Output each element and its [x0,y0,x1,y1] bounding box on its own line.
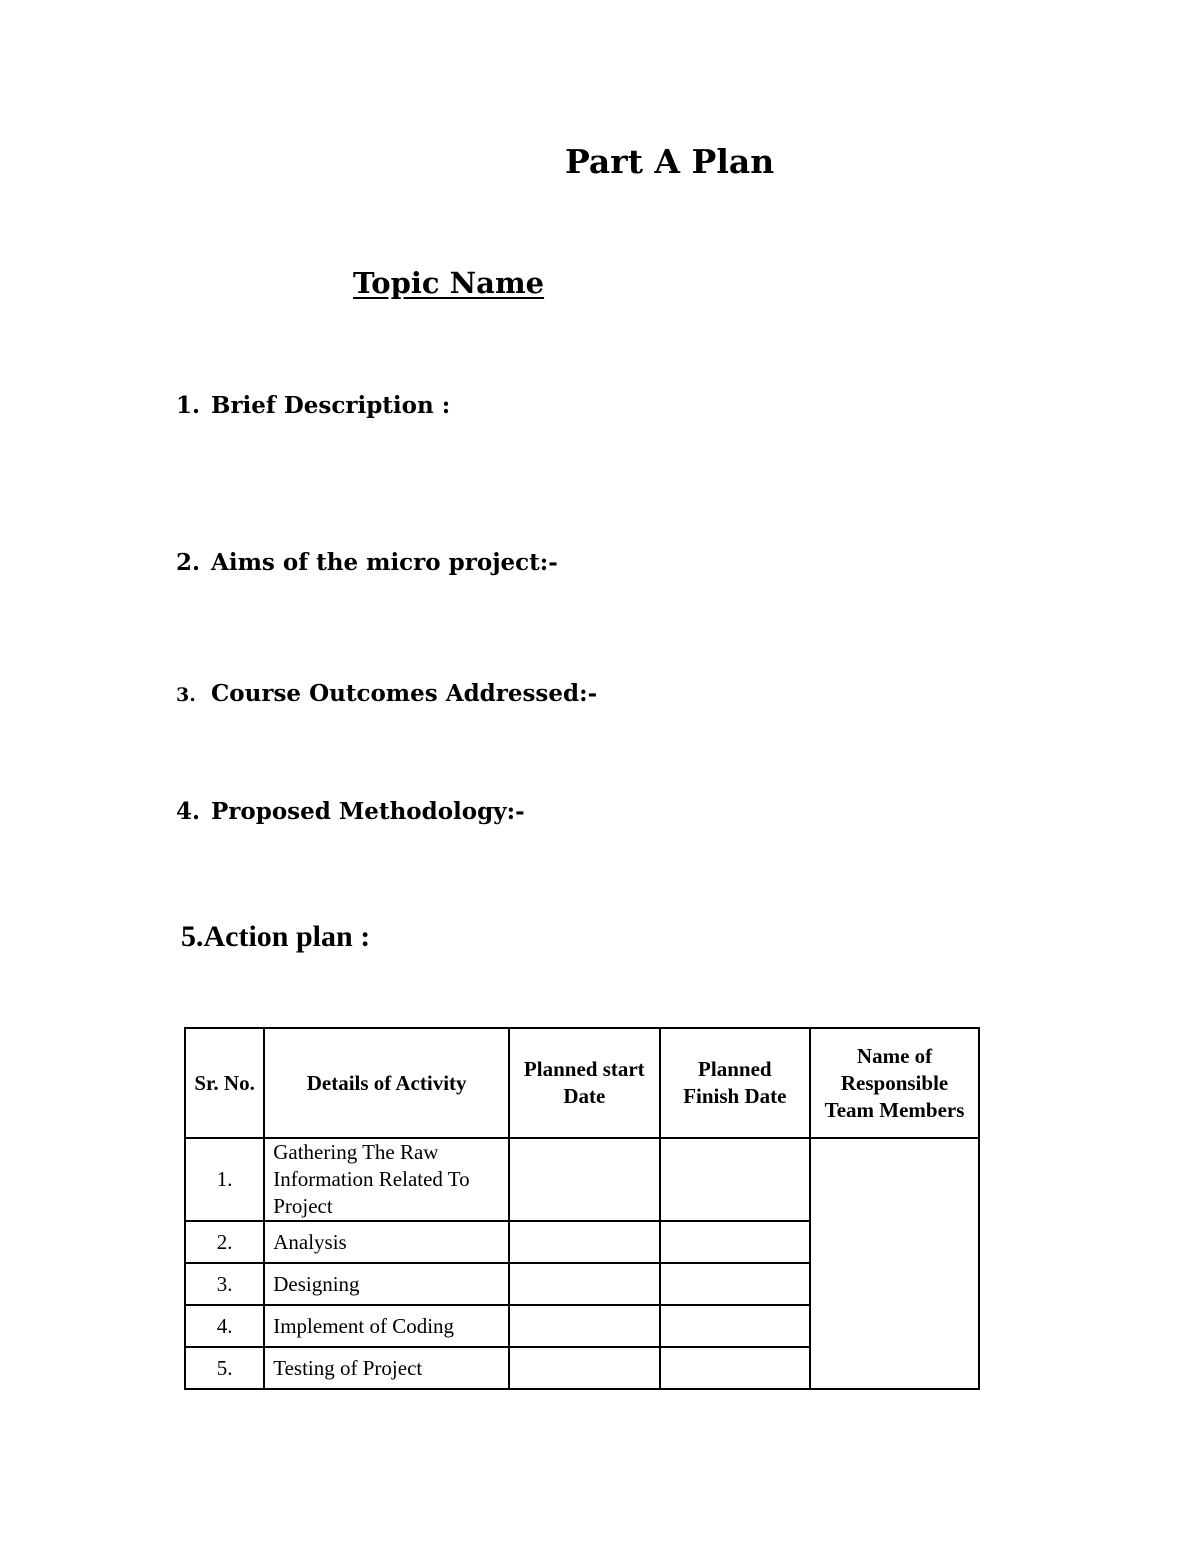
cell-sr: 3. [185,1263,264,1305]
table-header-row [185,1028,979,1138]
cell-start-date [509,1138,660,1221]
topic-name-heading: Topic Name [353,266,545,300]
cell-finish-date [660,1305,811,1347]
cell-finish-date [660,1263,811,1305]
section-proposed-methodology [176,798,525,825]
cell-sr: 4. [185,1305,264,1347]
section-label: Aims of the micro project:- [211,549,558,576]
section-number: 3. [176,684,196,706]
section-aims [176,549,558,576]
action-plan-heading: 5.Action plan : [181,920,371,953]
action-plan-table [184,1027,980,1390]
cell-activity: Analysis [264,1221,509,1263]
header-sr-no: Sr. No. [185,1028,264,1138]
section-number: 2. [176,549,201,576]
cell-sr: 1. [185,1138,264,1221]
section-number: 1. [176,392,201,419]
cell-sr: 2. [185,1221,264,1263]
cell-finish-date [660,1221,811,1263]
cell-activity: Testing of Project [264,1347,509,1389]
cell-start-date [509,1221,660,1263]
cell-finish-date [660,1347,811,1389]
header-planned-start: Planned start Date [509,1028,660,1138]
cell-activity: Implement of Coding [264,1305,509,1347]
cell-sr: 5. [185,1347,264,1389]
table-row [185,1138,979,1221]
page-title: Part A Plan [565,142,775,181]
cell-start-date [509,1305,660,1347]
cell-finish-date [660,1138,811,1221]
cell-team-members [810,1138,979,1389]
cell-start-date [509,1263,660,1305]
section-label: Brief Description : [211,392,451,419]
cell-start-date [509,1347,660,1389]
section-label: Proposed Methodology:- [211,798,525,825]
header-details: Details of Activity [264,1028,509,1138]
section-label: Course Outcomes Addressed:- [211,680,598,707]
section-number: 4. [176,798,201,825]
cell-activity: Designing [264,1263,509,1305]
header-planned-finish: Planned Finish Date [660,1028,811,1138]
cell-activity: Gathering The Raw Information Related To Project [264,1138,509,1221]
section-course-outcomes [176,680,597,707]
section-brief-description [176,392,450,419]
header-team-members: Name of Responsible Team Members [810,1028,979,1138]
